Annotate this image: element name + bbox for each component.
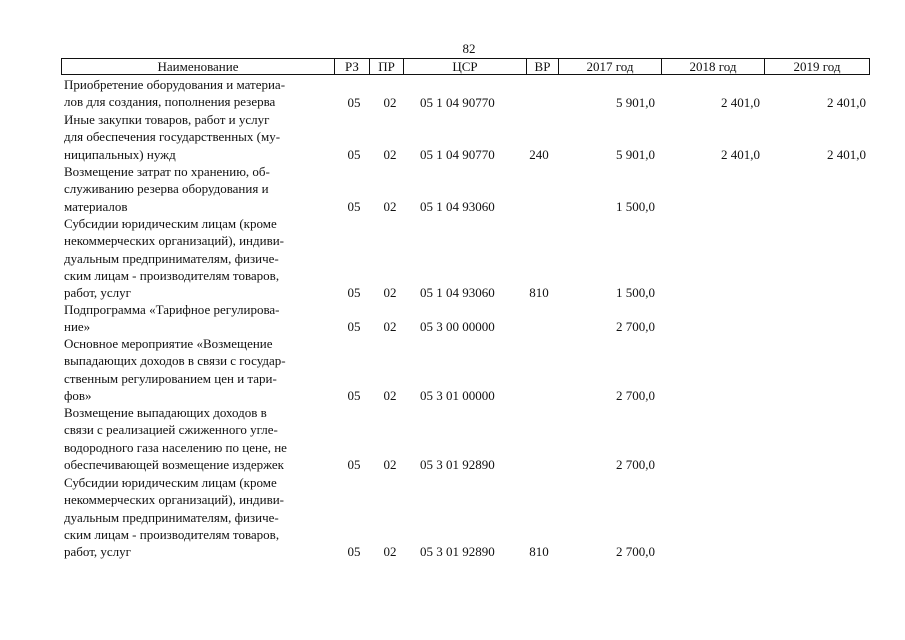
row-2017: 2 700,0 (616, 388, 655, 403)
row-2017: 1 500,0 (616, 199, 655, 214)
row-2017: 5 901,0 (616, 147, 655, 162)
row-name: Возмещение затрат по хранению, об- служиванию резерва оборудования и материалов (64, 164, 270, 214)
row-pr: 02 (383, 95, 397, 110)
row-name: Подпрограмма «Тарифное регулирова- ние» (64, 302, 280, 335)
row-name: Субсидии юридическим лицам (кроме некоммерческих организаций), индиви- дуальным предпринимателям, физиче- ским лицам - производителям товаров, работ, услуг (64, 475, 284, 560)
row-pr: 02 (383, 199, 397, 214)
row-2017: 5 901,0 (616, 95, 655, 110)
header-2017: 2017 год (558, 58, 662, 75)
row-vr: 810 (529, 544, 549, 559)
row-rz: 05 (347, 285, 361, 300)
row-2017: 2 700,0 (616, 457, 655, 472)
row-csr: 05 1 04 93060 (420, 199, 495, 214)
row-2019: 2 401,0 (827, 95, 866, 110)
table-row (0, 404, 905, 474)
row-csr: 05 3 01 00000 (420, 388, 495, 403)
row-rz: 05 (347, 147, 361, 162)
row-vr: 240 (529, 147, 549, 162)
row-csr: 05 1 04 90770 (420, 95, 495, 110)
header-name: Наименование (61, 58, 335, 75)
header-csr: ЦСР (403, 58, 527, 75)
table-row (0, 111, 905, 165)
table-header (61, 58, 870, 75)
row-csr: 05 1 04 90770 (420, 147, 495, 162)
table-row (0, 76, 905, 112)
row-pr: 02 (383, 544, 397, 559)
header-pr: ПР (369, 58, 404, 75)
row-csr: 05 1 04 93060 (420, 285, 495, 300)
row-2018: 2 401,0 (721, 147, 760, 162)
row-pr: 02 (383, 388, 397, 403)
row-name: Основное мероприятие «Возмещение выпадающих доходов в связи с государ- ственным регулированием цен и тари- фов» (64, 336, 286, 403)
row-2017: 1 500,0 (616, 285, 655, 300)
row-name: Субсидии юридическим лицам (кроме некоммерческих организаций), индиви- дуальным предпринимателям, физиче- ским лицам - производителям товаров, работ, услуг (64, 216, 284, 301)
row-pr: 02 (383, 457, 397, 472)
row-name: Возмещение выпадающих доходов в связи с реализацией сжиженного угле- водородного газа населению по цене, не обеспечивающей возмещение издержек (64, 405, 287, 472)
row-rz: 05 (347, 457, 361, 472)
row-2018: 2 401,0 (721, 95, 760, 110)
header-2018: 2018 год (661, 58, 765, 75)
row-csr: 05 3 00 00000 (420, 319, 495, 334)
page-number: 82 (462, 41, 476, 56)
row-rz: 05 (347, 319, 361, 334)
row-pr: 02 (383, 147, 397, 162)
row-pr: 02 (383, 285, 397, 300)
row-2017: 2 700,0 (616, 319, 655, 334)
table-row (0, 474, 905, 562)
table-row (0, 215, 905, 303)
header-rz: РЗ (334, 58, 370, 75)
row-rz: 05 (347, 95, 361, 110)
table-row (0, 163, 905, 217)
header-2019: 2019 год (764, 58, 870, 75)
row-name: Иные закупки товаров, работ и услуг для обеспечения государственных (му- ниципальных) нужд (64, 112, 281, 162)
row-csr: 05 3 01 92890 (420, 544, 495, 559)
row-2017: 2 700,0 (616, 544, 655, 559)
row-rz: 05 (347, 388, 361, 403)
row-rz: 05 (347, 199, 361, 214)
table-row (0, 301, 905, 337)
row-2019: 2 401,0 (827, 147, 866, 162)
row-name: Приобретение оборудования и материа- лов для создания, пополнения резерва (64, 77, 286, 110)
row-rz: 05 (347, 544, 361, 559)
table-row (0, 335, 905, 405)
header-vr: ВР (526, 58, 559, 75)
row-csr: 05 3 01 92890 (420, 457, 495, 472)
row-pr: 02 (383, 319, 397, 334)
row-vr: 810 (529, 285, 549, 300)
